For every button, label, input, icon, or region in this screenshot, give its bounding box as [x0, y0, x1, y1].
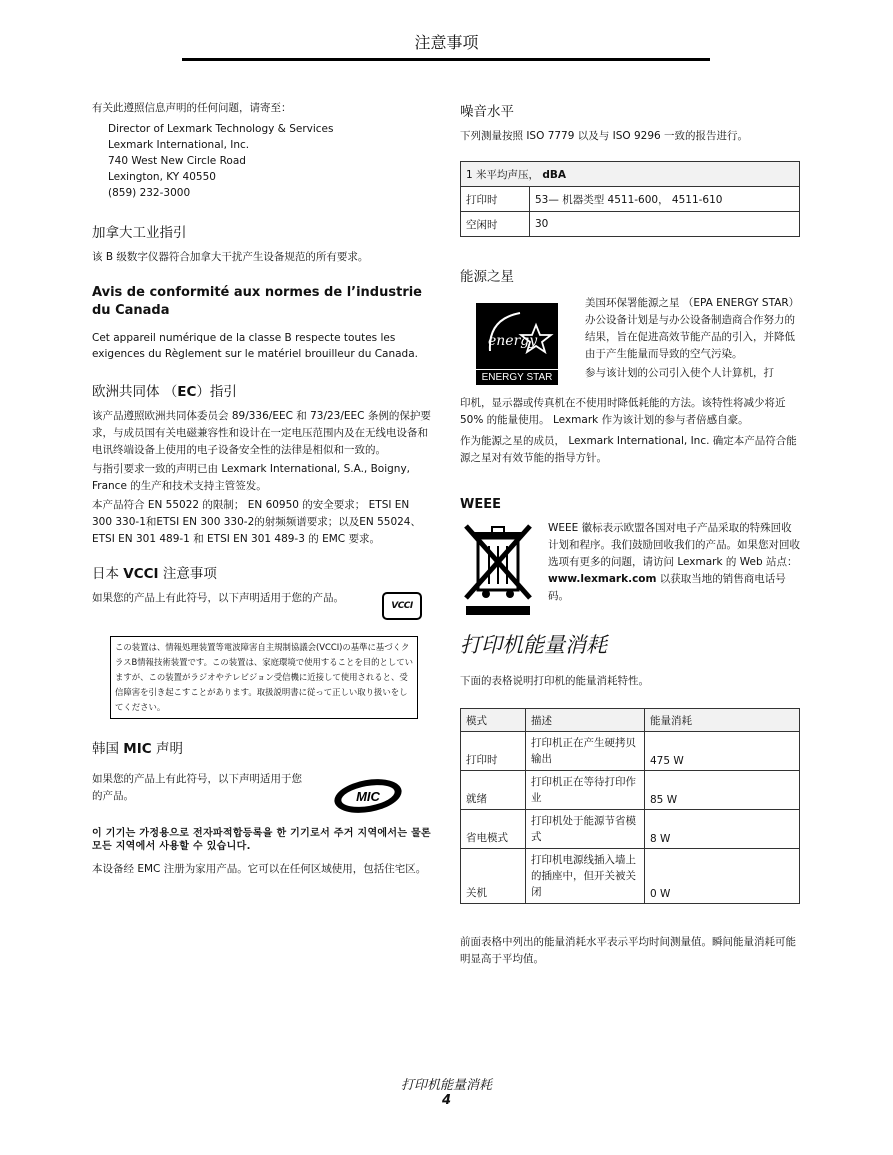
- energy-logo-label: ENERGY STAR: [476, 369, 558, 383]
- left-column: [92, 100, 432, 878]
- noise-table-header: [461, 162, 800, 187]
- right-column: [460, 100, 800, 968]
- table-row: [461, 771, 800, 810]
- table-cell: 打印机正在产生硬拷贝输出: [526, 732, 645, 771]
- power-note: 前面表格中列出的能量消耗水平表示平均时间测量值。瞬间能量消耗可能明显高于平均值。: [460, 936, 796, 965]
- address-line: Lexington, KY 40550: [108, 171, 216, 183]
- vcci-logo: [382, 592, 422, 620]
- energy-heading: 能源之星: [460, 269, 514, 285]
- avis-heading: Avis de conformité aux normes de l’industrie du Canada: [92, 285, 423, 318]
- weee-bin-icon: [462, 524, 534, 618]
- table-cell: 打印时: [461, 732, 526, 771]
- contact-address: [92, 121, 432, 201]
- vcci-japanese-text: この装置は、情報処理装置等電波障害自主規制協議会(VCCI)の基準に基づくクラスB情報技術装置です。この装置は、家庭環境で使用することを目的としていますが、この装置がラジオやテレビジョン受信機に近接して使用されると、受信障害を引き起こすことがあります。取扱説明書に従って正しい取り扱いをしてください。: [115, 642, 413, 712]
- vcci-logo-text: VCCI: [391, 601, 413, 611]
- noise-text: 下列测量按照 ISO 7779 以及与 ISO 9296 一致的报告进行。: [460, 130, 749, 142]
- noise-header-bold: dBA: [542, 168, 567, 181]
- mic-logo-text: MIC: [356, 789, 380, 804]
- ec-heading: [92, 380, 432, 400]
- mic-korean-notice: 이 기기는 가정용으로 전자파적합등록을 한 기기로서 주거 지역에서는 물론 모든 지역에서 사용할 수 있습니다.: [92, 828, 432, 852]
- table-row: [461, 849, 800, 904]
- table-cell: 省电模式: [461, 810, 526, 849]
- table-cell: 关机: [461, 849, 526, 904]
- energy-logo-script: energy: [488, 333, 538, 349]
- vcci-heading: [92, 562, 432, 582]
- table-row: [461, 732, 800, 771]
- table-row: [461, 212, 800, 237]
- table-cell: 8 W: [645, 810, 800, 849]
- noise-table: [460, 161, 800, 237]
- noise-heading: 噪音水平: [460, 104, 514, 120]
- power-intro: 下面的表格说明打印机的能量消耗特性。: [460, 675, 649, 687]
- contact-intro: 有关此遵照信息声明的任何问题，请寄至：: [92, 102, 292, 114]
- weee-text-pre: WEEE 徽标表示欧盟各国对电子产品采取的特殊回收计划和程序。我们鼓励回收我们的产品。如果您对回收选项有更多的问题，请访问 Lexmark 的 Web 站点：: [548, 522, 800, 568]
- table-row: [461, 187, 800, 212]
- energy-star-icon: [476, 303, 558, 367]
- energy-paragraph-2a: 参与该计划的公司引入使个人计算机，打: [585, 367, 774, 379]
- mic-text: 如果您的产品上有此符号，以下声明适用于您的产品。: [92, 773, 302, 802]
- ec-paragraph-2: 与指引要求一致的声明已由 Lexmark International, S.A., Boigny, France 的生产和技术支持主管签发。: [92, 463, 411, 492]
- avis-text: Cet appareil numérique de la classe B respecte toutes les exigences du Règlement sur le matériel brouilleur du Canada.: [92, 332, 418, 360]
- header-rule: [182, 58, 710, 61]
- table-cell: 空闲时: [461, 212, 530, 237]
- table-cell: 53— 机器类型 4511-600， 4511-610: [530, 187, 800, 212]
- power-table: [460, 708, 800, 904]
- mic-heading: [92, 737, 432, 757]
- footer-section-title: 打印机能量消耗: [400, 1078, 492, 1093]
- table-header-cell: 能量消耗: [645, 709, 800, 732]
- table-header-cell: 描述: [526, 709, 645, 732]
- lexmark-web-link[interactable]: www.lexmark.com: [548, 573, 657, 585]
- table-cell: 0 W: [645, 849, 800, 904]
- vcci-text: 如果您的产品上有此符号，以下声明适用于您的产品。: [92, 592, 344, 604]
- table-cell: 30: [530, 212, 800, 237]
- noise-header-pre: 1 米平均声压，: [466, 168, 543, 181]
- vcci-heading-post: 注意事项: [158, 566, 217, 582]
- energy-paragraph-2b: 印机，显示器或传真机在不使用时降低耗能的方法。该特性将减少将近 50% 的能量使用。 Lexmark 作为该计划的参与者倍感自豪。: [460, 397, 786, 426]
- table-header-cell: 模式: [461, 709, 526, 732]
- address-line: (859) 232-3000: [108, 187, 191, 199]
- canada-text: 该 B 级数字仪器符合加拿大干扰产生设备规范的所有要求。: [92, 251, 369, 263]
- table-cell: 打印时: [461, 187, 530, 212]
- page-header-title: 注意事项: [414, 33, 479, 52]
- weee-heading: WEEE: [460, 497, 501, 512]
- ec-heading-post: ）指引: [196, 384, 237, 400]
- canada-heading: 加拿大工业指引: [92, 225, 187, 241]
- address-line: 740 West New Circle Road: [108, 155, 246, 167]
- energy-paragraph-1: 美国环保署能源之星 （EPA ENERGY STAR）办公设备计划是与办公设备制造商合作努力的结果，旨在促进高效节能产品的引入，并降低由于产生能量而导致的空气污染。: [585, 297, 800, 360]
- vcci-heading-pre: 日本: [92, 566, 124, 582]
- mic-heading-post: 声明: [151, 741, 183, 757]
- address-line: Director of Lexmark Technology & Services: [108, 123, 334, 135]
- weee-text-post: 以获取当地的销售商电话号码。: [548, 573, 786, 602]
- vcci-heading-bold: VCCI: [123, 566, 159, 582]
- ec-heading-pre: 欧洲共同体 （: [92, 384, 178, 400]
- page-number: 4: [441, 1093, 452, 1108]
- ec-heading-bold: EC: [177, 384, 197, 400]
- table-row: [461, 810, 800, 849]
- energy-paragraph-3: 作为能源之星的成员， Lexmark International, Inc. 确定本产品符合能源之星对有效节能的指导方针。: [460, 435, 797, 464]
- table-cell: 就绪: [461, 771, 526, 810]
- mic-heading-bold: MIC: [123, 741, 152, 757]
- address-line: Lexmark International, Inc.: [108, 139, 250, 151]
- ec-paragraph-1: 该产品遵照欧洲共同体委员会 89/336/EEC 和 73/23/EEC 条例的保护要求，与成员国有关电磁兼容性和设计在一定电压范围内及在无线电设备和电讯终端设备上使用的电子设备安全性的法律是相似和一致的。: [92, 410, 431, 456]
- ec-paragraph-3: 本产品符合 EN 55022 的限制； EN 60950 的安全要求； ETSI EN 300 330-1和ETSI EN 300 330-2的射频频谱要求；以及EN 55024、ETSI EN 301 489-1 和 ETSI EN 301 489-3 的 EMC 要求。: [92, 499, 421, 545]
- table-cell: 85 W: [645, 771, 800, 810]
- mic-paragraph-2: 本设备经 EMC 注册为家用产品。它可以在任何区域使用，包括住宅区。: [92, 863, 427, 875]
- table-cell: 打印机正在等待打印作业: [526, 771, 645, 810]
- vcci-japanese-notice: [110, 636, 418, 719]
- table-cell: 475 W: [645, 732, 800, 771]
- table-row: [461, 709, 800, 732]
- table-cell: 打印机电源线插入墙上的插座中，但开关被关闭: [526, 849, 645, 904]
- power-heading: 打印机能量消耗: [460, 633, 607, 657]
- table-row: [461, 162, 800, 187]
- mic-heading-pre: 韩国: [92, 741, 124, 757]
- table-cell: 打印机处于能源节省模式: [526, 810, 645, 849]
- weee-text: [548, 520, 800, 605]
- energy-star-logo: [476, 303, 558, 385]
- mic-logo: [330, 775, 406, 817]
